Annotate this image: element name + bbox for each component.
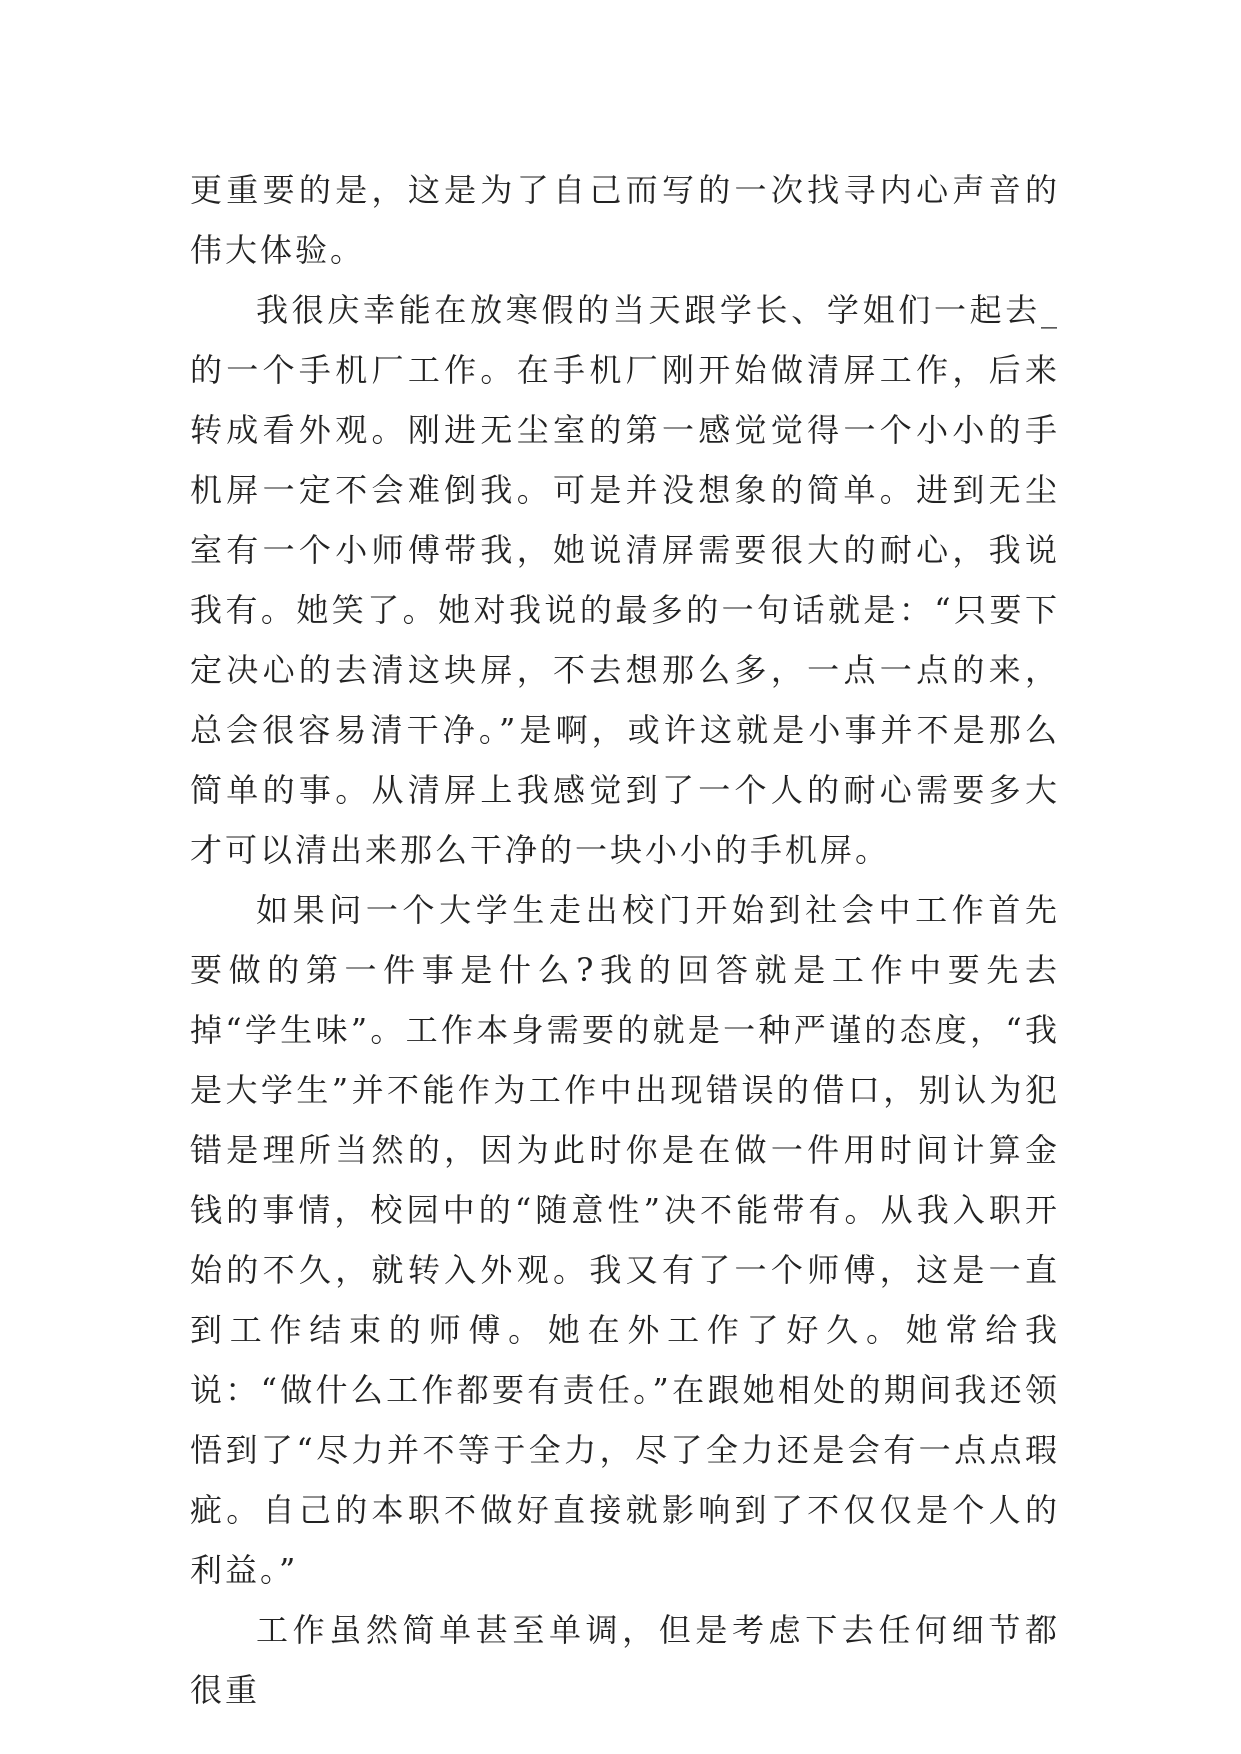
paragraph: 如果问一个大学生走出校门开始到社会中工作首先要做的第一件事是什么?我的回答就是工作中要先去掉“学生味”。工作本身需要的就是一种严谨的态度，“我是大学生”并不能作为工作中出现错误的借口，别认为犯错是理所当然的，因为此时你是在做一件用时间计算金钱的事情，校园中的“随意性”决不能带有。从我入职开始的不久，就转入外观。我又有了一个师傅，这是一直到工作结束的师傅。她在外工作了好久。她常给我说：“做什么工作都要有责任。”在跟她相处的期间我还领悟到了“尽力并不等于全力，尽了全力还是会有一点点瑕疵。自己的本职不做好直接就影响到了不仅仅是个人的利益。” — [190, 891, 1060, 1589]
body-text — [190, 160, 1060, 1720]
paragraph: 工作虽然简单甚至单调，但是考虑下去任何细节都很重 — [190, 1611, 1060, 1709]
paragraph-continued: 更重要的是，这是为了自己而写的一次找寻内心声音的伟大体验。 — [190, 171, 1060, 269]
paragraph: 我很庆幸能在放寒假的当天跟学长、学姐们一起去_的一个手机厂工作。在手机厂刚开始做清屏工作，后来转成看外观。刚进无尘室的第一感觉觉得一个小小的手机屏一定不会难倒我。可是并没想象的简单。进到无尘室有一个小师傅带我，她说清屏需要很大的耐心，我说我有。她笑了。她对我说的最多的一句话就是：“只要下定决心的去清这块屏，不去想那么多，一点一点的来，总会很容易清干净。”是啊，或许这就是小事并不是那么简单的事。从清屏上我感觉到了一个人的耐心需要多大才可以清出来那么干净的一块小小的手机屏。 — [190, 291, 1060, 869]
